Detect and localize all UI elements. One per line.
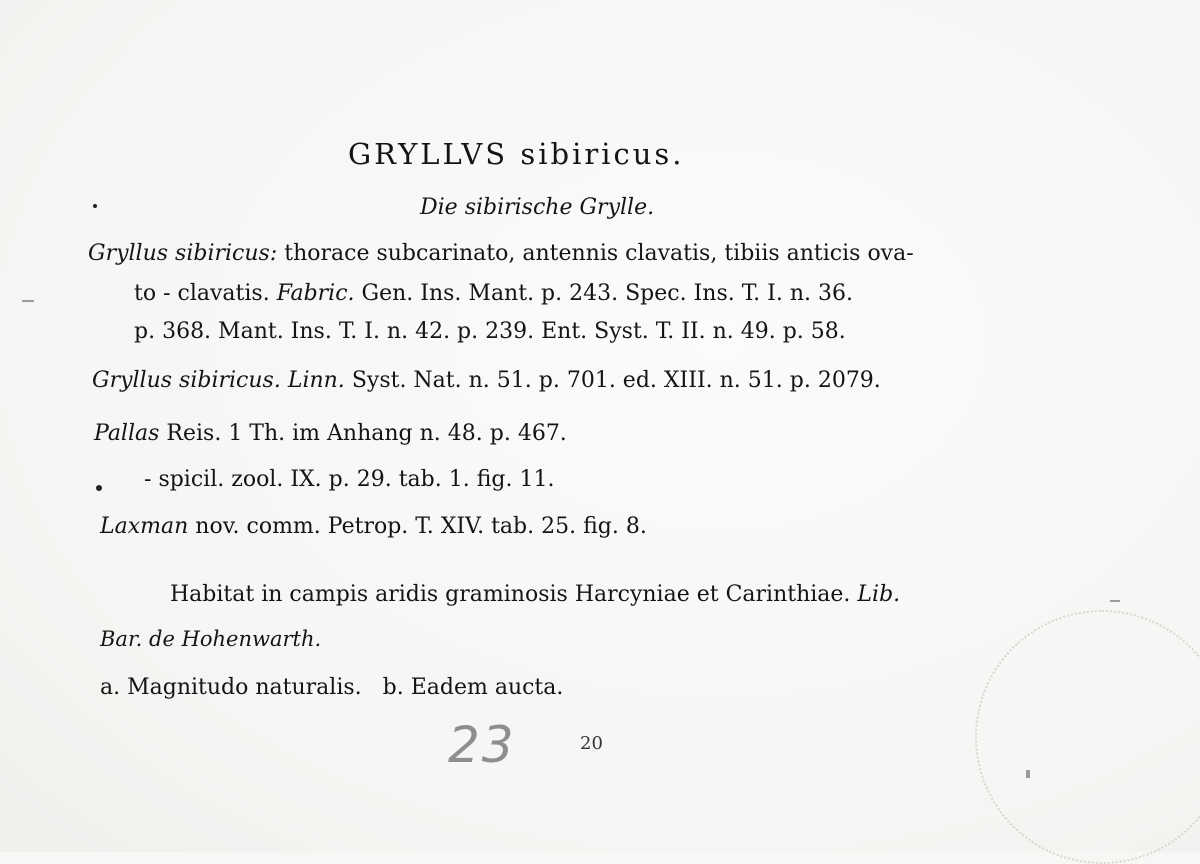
reference-author: Gryllus sibiricus: (88, 241, 278, 266)
reference-text: Gen. Ins. Mant. p. 243. Spec. Ins. T. I. n. 36. (361, 281, 853, 306)
reference-line (144, 469, 554, 491)
habitat-line: Habitat in campis aridis graminosis Harcyniae et Carinthiae. (170, 582, 851, 607)
reference-line (94, 423, 567, 445)
reference-author: Laxman (100, 514, 189, 539)
page-title (348, 137, 685, 171)
reference-author: - (144, 467, 152, 492)
faded-stamp (975, 610, 1200, 864)
reference-line (100, 516, 647, 538)
reference-text: nov. comm. Petrop. T. XIV. tab. 25. fig. 8. (195, 514, 647, 539)
reference-line (134, 321, 846, 343)
reference-author: Fabric. (276, 281, 355, 306)
reference-line (134, 283, 853, 305)
reference-text: spicil. zool. IX. p. 29. tab. 1. fig. 11. (158, 467, 555, 492)
habitat-text (170, 584, 900, 606)
margin-mark (22, 300, 34, 302)
reference-text: thorace subcarinato, antennis clavatis, tibiis anticis ova- (284, 241, 914, 266)
reference-text: Syst. Nat. n. 51. p. 701. ed. XIII. n. 51. p. 2079. (351, 368, 881, 393)
reference-author: Pallas (94, 421, 160, 446)
handwritten-number: 23 (448, 716, 516, 774)
reference-text: p. 368. Mant. Ins. T. I. n. 42. p. 239. Ent. Syst. T. II. n. 49. p. 58. (134, 319, 846, 344)
page-number: 20 (580, 733, 603, 754)
speck-mark (1110, 600, 1120, 602)
title-genus: GRYLLVS (348, 137, 509, 171)
page-subtitle: Die sibirische Grylle. (420, 195, 655, 220)
habitat-source: Bar. de Hohenwarth. (100, 627, 322, 651)
reference-line (88, 243, 914, 265)
reference-text: to - clavatis. (134, 281, 270, 306)
speck-mark (1026, 770, 1030, 778)
reference-author: Linn. (287, 368, 345, 393)
ink-dot (93, 204, 97, 208)
reference-text: Reis. 1 Th. im Anhang n. 48. p. 467. (166, 421, 567, 446)
ink-dot (96, 485, 102, 491)
title-species: sibiricus. (520, 137, 685, 171)
habitat-lib: Lib. (857, 582, 901, 607)
figure-caption: a. Magnitudo naturalis. b. Eadem aucta. (100, 675, 564, 700)
reference-line (92, 370, 881, 392)
reference-author: Gryllus sibiricus. (92, 368, 281, 393)
